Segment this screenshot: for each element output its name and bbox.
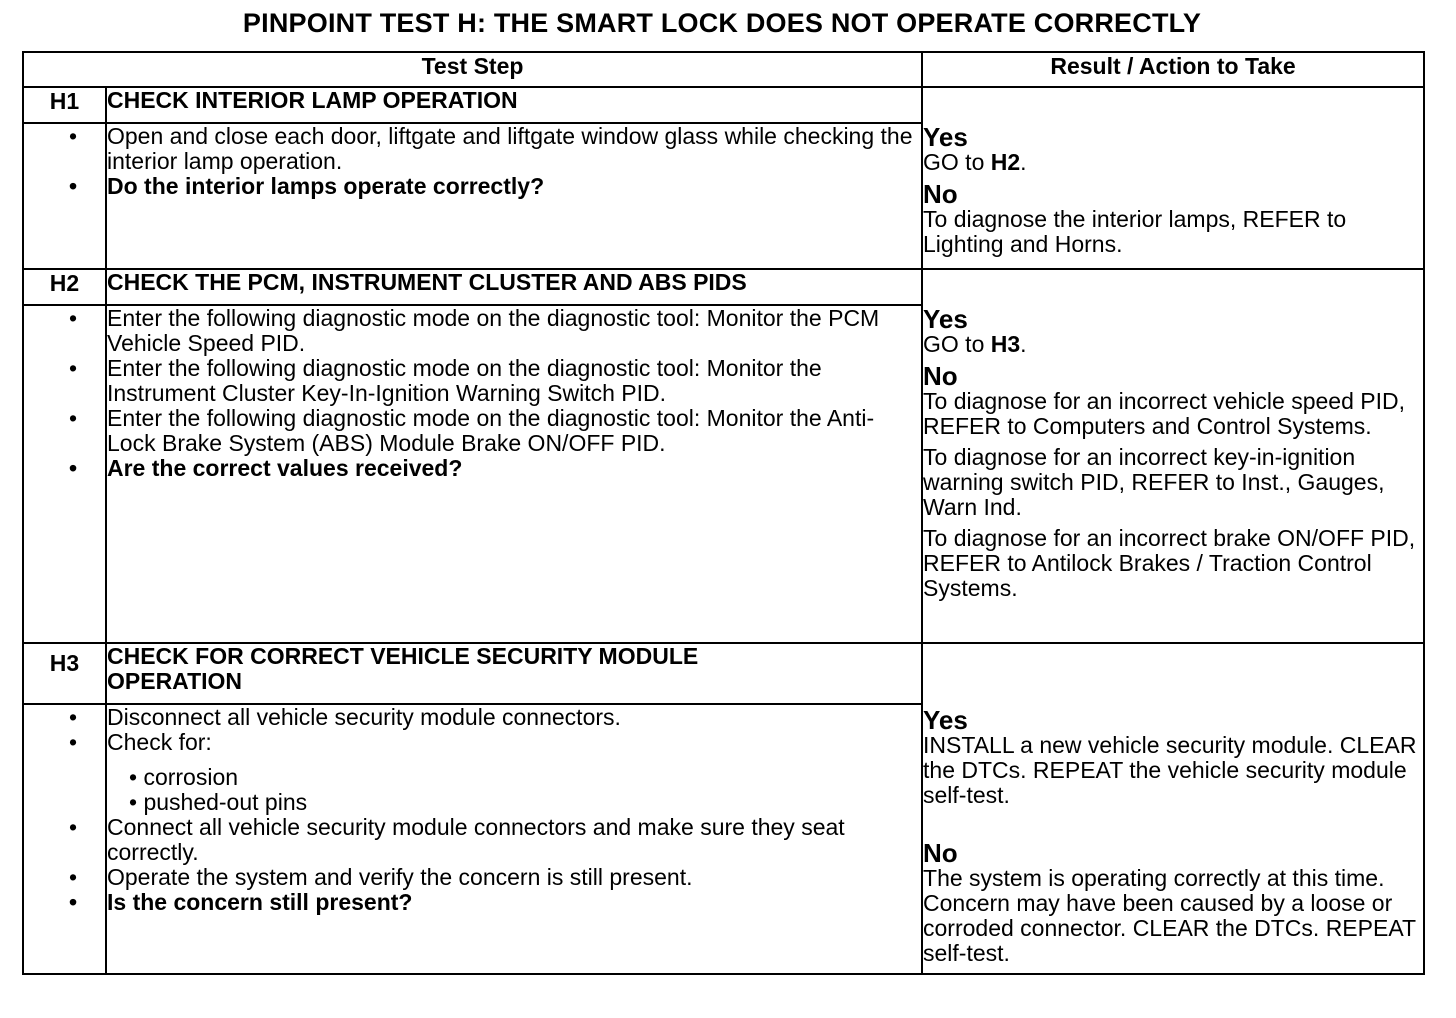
step-h2-instructions xyxy=(106,305,922,643)
step-ref: H3 xyxy=(990,331,1021,357)
step-h2-title-row xyxy=(23,269,1424,305)
step-ref: H2 xyxy=(990,149,1021,175)
yes-label: Yes xyxy=(923,705,968,735)
step-bullet: • Operate the system and verify the concern is still present. xyxy=(0,865,921,890)
yes-label: Yes xyxy=(923,122,968,152)
no-label: No xyxy=(923,361,958,391)
step-bullet: • Check for: • corrosion • pushed-out pins xyxy=(0,730,921,815)
step-title: CHECK THE PCM, INSTRUMENT CLUSTER AND ABS PIDS xyxy=(106,269,922,305)
sub-bullet: • pushed-out pins xyxy=(129,789,308,815)
step-h1-result xyxy=(922,87,1424,269)
step-h1-instructions xyxy=(106,123,922,269)
no-action: The system is operating correctly at this time. Concern may have been caused by a loose or corroded connector. CLEAR the DTCs. REPEAT self-test. xyxy=(923,865,1416,966)
header-row xyxy=(23,52,1424,87)
header-result: Result / Action to Take xyxy=(922,52,1424,87)
step-question: • Do the interior lamps operate correctly? xyxy=(0,174,921,199)
step-h3-title-row xyxy=(23,643,1424,704)
yes-action: INSTALL a new vehicle security module. CLEAR the DTCs. REPEAT the vehicle security module self-test. xyxy=(923,732,1417,808)
step-h3-instructions xyxy=(106,704,922,974)
no-label: No xyxy=(923,179,958,209)
no-action: To diagnose the interior lamps, REFER to Lighting and Horns. xyxy=(923,206,1347,257)
step-id: H3 xyxy=(23,643,106,704)
step-bullet: • Enter the following diagnostic mode on the diagnostic tool: Monitor the Anti-Lock Brake System (ABS) Module Brake ON/OFF PID. xyxy=(0,406,921,456)
step-id: H2 xyxy=(23,269,106,305)
step-bullet: • Enter the following diagnostic mode on the diagnostic tool: Monitor the Instrument Cluster Key-In-Ignition Warning Switch PID. xyxy=(0,356,921,406)
step-question: • Are the correct values received? xyxy=(0,456,921,481)
step-bullet: • Disconnect all vehicle security module connectors. xyxy=(0,705,921,730)
yes-action: GO to H2. xyxy=(923,149,1027,175)
no-action: To diagnose for an incorrect key-in-ignition warning switch PID, REFER to Inst., Gauges, Warn Ind. xyxy=(923,444,1385,520)
step-h1-title-row xyxy=(23,87,1424,123)
no-label: No xyxy=(923,838,958,868)
step-bullet: • Open and close each door, liftgate and liftgate window glass while checking the interior lamp operation. xyxy=(0,124,921,174)
check-for-list xyxy=(0,765,921,815)
page-title: PINPOINT TEST H: THE SMART LOCK DOES NOT OPERATE CORRECTLY xyxy=(242,8,1202,38)
step-h3-result xyxy=(922,643,1424,974)
step-bullet: • Enter the following diagnostic mode on the diagnostic tool: Monitor the PCM Vehicle Speed PID. xyxy=(0,306,921,356)
pinpoint-test-table xyxy=(22,51,1425,975)
sub-bullet: • corrosion xyxy=(129,764,239,790)
step-question: • Is the concern still present? xyxy=(0,890,921,915)
no-action: To diagnose for an incorrect brake ON/OFF PID, REFER to Antilock Brakes / Traction Control Systems. xyxy=(923,525,1416,601)
header-test-step: Test Step xyxy=(23,52,922,87)
step-h2-result xyxy=(922,269,1424,643)
step-bullet: • Connect all vehicle security module connectors and make sure they seat correctly. xyxy=(0,815,921,865)
yes-action: GO to H3. xyxy=(923,331,1027,357)
yes-label: Yes xyxy=(923,304,968,334)
no-action: To diagnose for an incorrect vehicle speed PID, REFER to Computers and Control Systems. xyxy=(923,388,1406,439)
step-id: H1 xyxy=(23,87,106,123)
step-title: CHECK FOR CORRECT VEHICLE SECURITY MODULE OPERATION xyxy=(106,643,922,704)
step-title: CHECK INTERIOR LAMP OPERATION xyxy=(106,87,922,123)
